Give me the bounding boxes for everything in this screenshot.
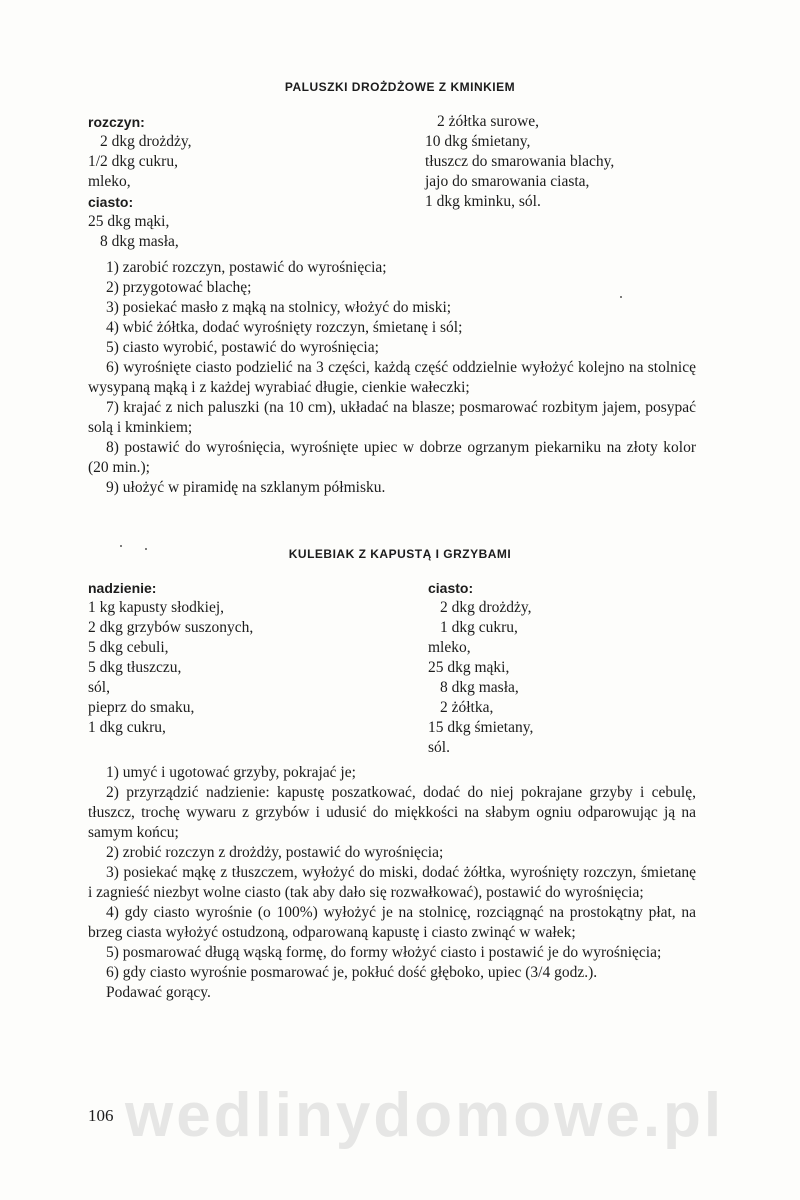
ingredient-line: sól,: [88, 679, 110, 696]
ingredient-line: 1 dkg cukru,: [440, 619, 518, 636]
watermark: wedlinydomowe.pl: [125, 1081, 725, 1150]
page-number: 106: [88, 1106, 114, 1125]
step-paragraph: 6) wyrośnięte ciasto podzielić na 3 części, każdą część oddzielnie wyłożyć kolejno na stolnicę wysypaną mąką i z każdej wyrabiać długie, cienkie wałeczki;: [88, 359, 696, 396]
step-paragraph: 3) posiekać masło z mąką na stolnicy, włożyć do miski;: [106, 299, 452, 316]
ingredient-line: pieprz do smaku,: [88, 699, 195, 716]
ingredient-line: jajo do smarowania ciasta,: [425, 173, 590, 190]
step-paragraph: 1) zarobić rozczyn, postawić do wyrośnięcia;: [106, 259, 387, 276]
ingredient-line: 1 kg kapusty słodkiej,: [88, 599, 225, 616]
step-paragraph: 5) posmarować długą wąską formę, do formy włożyć ciasto i postawić je do wyrośnięcia;: [106, 944, 662, 961]
ingredients-right-kulebiak: [428, 578, 533, 758]
ingredient-line: mleko,: [88, 173, 131, 190]
steps-kulebiak: [88, 763, 696, 1003]
ingredient-line: 8 dkg masła,: [100, 233, 179, 250]
ingredient-line: 10 dkg śmietany,: [425, 133, 531, 150]
scan-speck: [620, 296, 622, 298]
ingredient-line: 2 żółtka,: [440, 699, 494, 716]
ingredient-line: 5 dkg tłuszczu,: [88, 659, 182, 676]
step-paragraph: 8) postawić do wyrośnięcia, wyrośnięte upiec w dobrze ogrzanym piekarniku na złoty kolor (20 min.);: [88, 439, 696, 476]
steps-paluszki: [88, 258, 696, 498]
step-paragraph: 6) gdy ciasto wyrośnie posmarować je, pokłuć dość głęboko, upiec (3/4 godz.).: [106, 964, 598, 981]
ingredient-line: 1 dkg kminku, sól.: [425, 193, 541, 210]
ingredient-line: rozczyn:: [88, 114, 145, 130]
ingredient-line: 1/2 dkg cukru,: [88, 153, 178, 170]
step-paragraph: 2) przyrządzić nadzienie: kapustę poszatkować, dodać do niej pokrajane grzyby i cebulę, tłuszcz, trochę wywaru z grzybów i udusić do miękkości na słabym ogniu odparowując ją na samym końcu;: [88, 784, 696, 841]
step-paragraph: 3) posiekać mąkę z tłuszczem, wyłożyć do miski, dodać żółtka, wyrośnięty rozczyn, śmietanę i zagnieść niezbyt wolne ciasto (tak aby dało się rozwałkować), postawić do wyrośnięcia;: [88, 864, 696, 901]
step-paragraph: 1) umyć i ugotować grzyby, pokrajać je;: [106, 764, 356, 781]
ingredients-left-kulebiak: [88, 578, 253, 738]
ingredient-line: 2 dkg grzybów suszonych,: [88, 619, 254, 636]
step-paragraph: 2) przygotować blachę;: [106, 279, 252, 296]
recipe-title-paluszki: PALUSZKI DROŻDŻOWE Z KMINKIEM: [284, 80, 516, 94]
step-paragraph: 5) ciasto wyrobić, postawić do wyrośnięcia;: [106, 339, 379, 356]
ingredient-line: 25 dkg mąki,: [428, 659, 510, 676]
ingredient-line: ciasto:: [428, 580, 474, 596]
step-paragraph: 4) wbić żółtka, dodać wyrośnięty rozczyn, śmietanę i sól;: [106, 319, 463, 336]
ingredient-line: 2 dkg drożdży,: [440, 599, 532, 616]
ingredients-right-paluszki: [425, 112, 614, 212]
ingredient-line: 1 dkg cukru,: [88, 719, 166, 736]
ingredient-line: 8 dkg masła,: [440, 679, 519, 696]
ingredient-line: mleko,: [428, 639, 471, 656]
recipe-title-kulebiak: KULEBIAK Z KAPUSTĄ I GRZYBAMI: [288, 547, 512, 561]
ingredient-line: tłuszcz do smarowania blachy,: [425, 153, 615, 170]
ingredient-line: ciasto:: [88, 194, 134, 210]
ingredient-line: sól.: [428, 739, 450, 756]
ingredient-line: nadzienie:: [88, 580, 157, 596]
ingredient-line: 15 dkg śmietany,: [428, 719, 534, 736]
ingredients-left-paluszki: [88, 112, 192, 252]
step-paragraph: 2) zrobić rozczyn z drożdży, postawić do wyrośnięcia;: [106, 844, 444, 861]
ingredient-line: 2 dkg drożdży,: [100, 133, 192, 150]
step-paragraph: 7) krajać z nich paluszki (na 10 cm), układać na blasze; posmarować rozbitym jajem, posypać solą i kminkiem;: [88, 399, 696, 436]
step-paragraph: 9) ułożyć w piramidę na szklanym półmisku.: [106, 479, 386, 496]
ingredient-line: 5 dkg cebuli,: [88, 639, 169, 656]
step-paragraph: Podawać gorący.: [106, 984, 211, 1001]
ingredient-line: 25 dkg mąki,: [88, 213, 170, 230]
step-paragraph: 4) gdy ciasto wyrośnie (o 100%) wyłożyć je na stolnicę, rozciągnąć na prostokątny płat, na brzeg ciasta wyłożyć ostudzoną, odparowaną kapustę i ciasto zwinąć w wałek;: [88, 904, 696, 941]
ingredient-line: 2 żółtka surowe,: [437, 113, 540, 130]
